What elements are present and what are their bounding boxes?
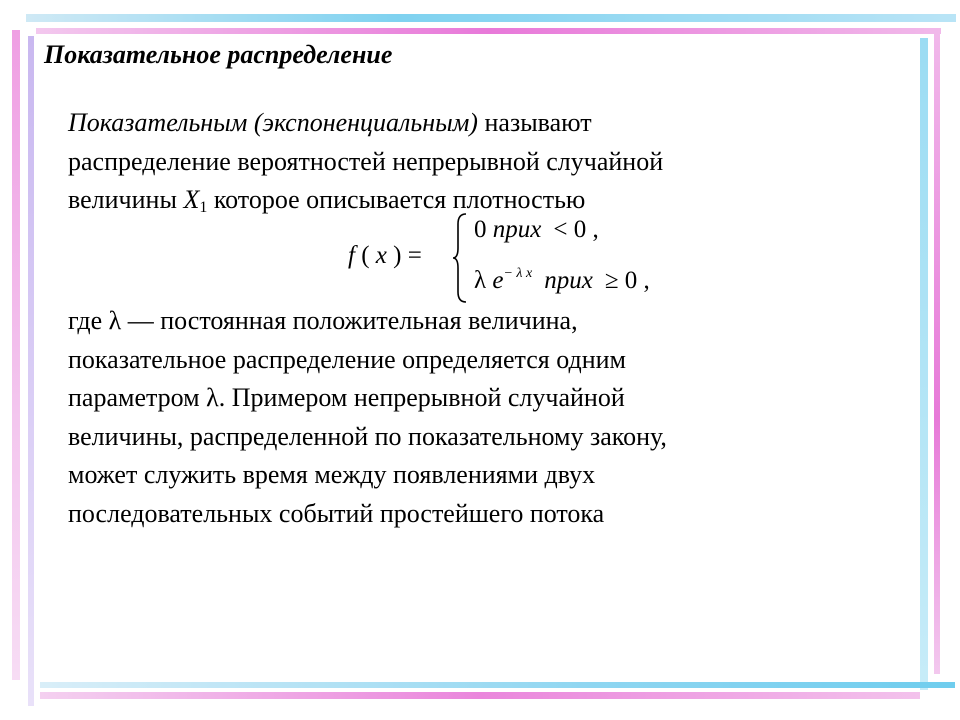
explanation-line-2: показательное распределение определяется одним <box>68 344 626 374</box>
frame-bottom-bar-pink <box>40 692 920 699</box>
frame-left-bar-lilac <box>28 36 34 706</box>
case2-lambda: λ <box>474 267 487 294</box>
formula-function-name: f <box>348 242 355 269</box>
definition-line-1-rest: называют <box>477 108 592 137</box>
explanation-line-6: последовательных событий простейшего потока <box>68 498 605 528</box>
definition-paragraph <box>68 104 908 228</box>
random-variable-subscript: 1 <box>199 199 208 216</box>
case1-condition-word: при <box>492 216 531 243</box>
explanation-line-3: параметром λ. Примером непрерывной случайной <box>68 383 625 412</box>
explanation-line-1: где λ — постоянная положительная величина, <box>68 306 578 335</box>
frame-right-bar-pink <box>934 34 940 674</box>
frame-top-bar-cyan <box>26 14 956 22</box>
formula-lhs <box>348 242 422 270</box>
slide-title: Показательное распределение <box>44 40 393 69</box>
frame-right-bar-cyan <box>920 38 928 690</box>
frame-bottom-bar-cyan <box>40 682 955 688</box>
defined-term: Показательным (экспоненциальным) <box>68 108 478 137</box>
frame-left-bar-pink <box>12 30 20 680</box>
explanation-line-5: может служить время между появлениями двух <box>68 460 596 489</box>
random-variable: X <box>183 185 200 214</box>
case1-value: 0 <box>474 216 493 243</box>
case1-relation: < 0 , <box>553 216 599 243</box>
curly-brace-icon <box>452 212 468 304</box>
case2-relation: ≥ 0 , <box>604 267 650 294</box>
formula-open-paren: ( <box>354 242 376 269</box>
frame-top-bar-pink <box>36 28 941 34</box>
definition-line-1 <box>68 104 908 143</box>
case2-exponential-base: e <box>492 267 504 294</box>
formula-argument: x <box>375 242 387 269</box>
explanation-paragraph <box>68 302 908 533</box>
formula-case-negative <box>474 216 599 244</box>
explanation-line-4: величины, распределенной по показательному закону, <box>68 421 667 451</box>
definition-line-2: распределение вероятностей непрерывной случайной <box>68 146 664 176</box>
case1-variable: x <box>530 216 542 243</box>
formula-case-nonnegative <box>474 266 650 295</box>
definition-line-3-pre: величины <box>68 185 184 214</box>
definition-line-3-post: которое описывается плотностью <box>207 185 586 214</box>
density-formula <box>340 212 740 307</box>
case2-condition-word: при <box>544 267 582 294</box>
formula-close-equals: ) = <box>386 242 422 269</box>
case2-exponent: − λ x <box>503 266 533 281</box>
case2-variable: x <box>581 267 593 294</box>
